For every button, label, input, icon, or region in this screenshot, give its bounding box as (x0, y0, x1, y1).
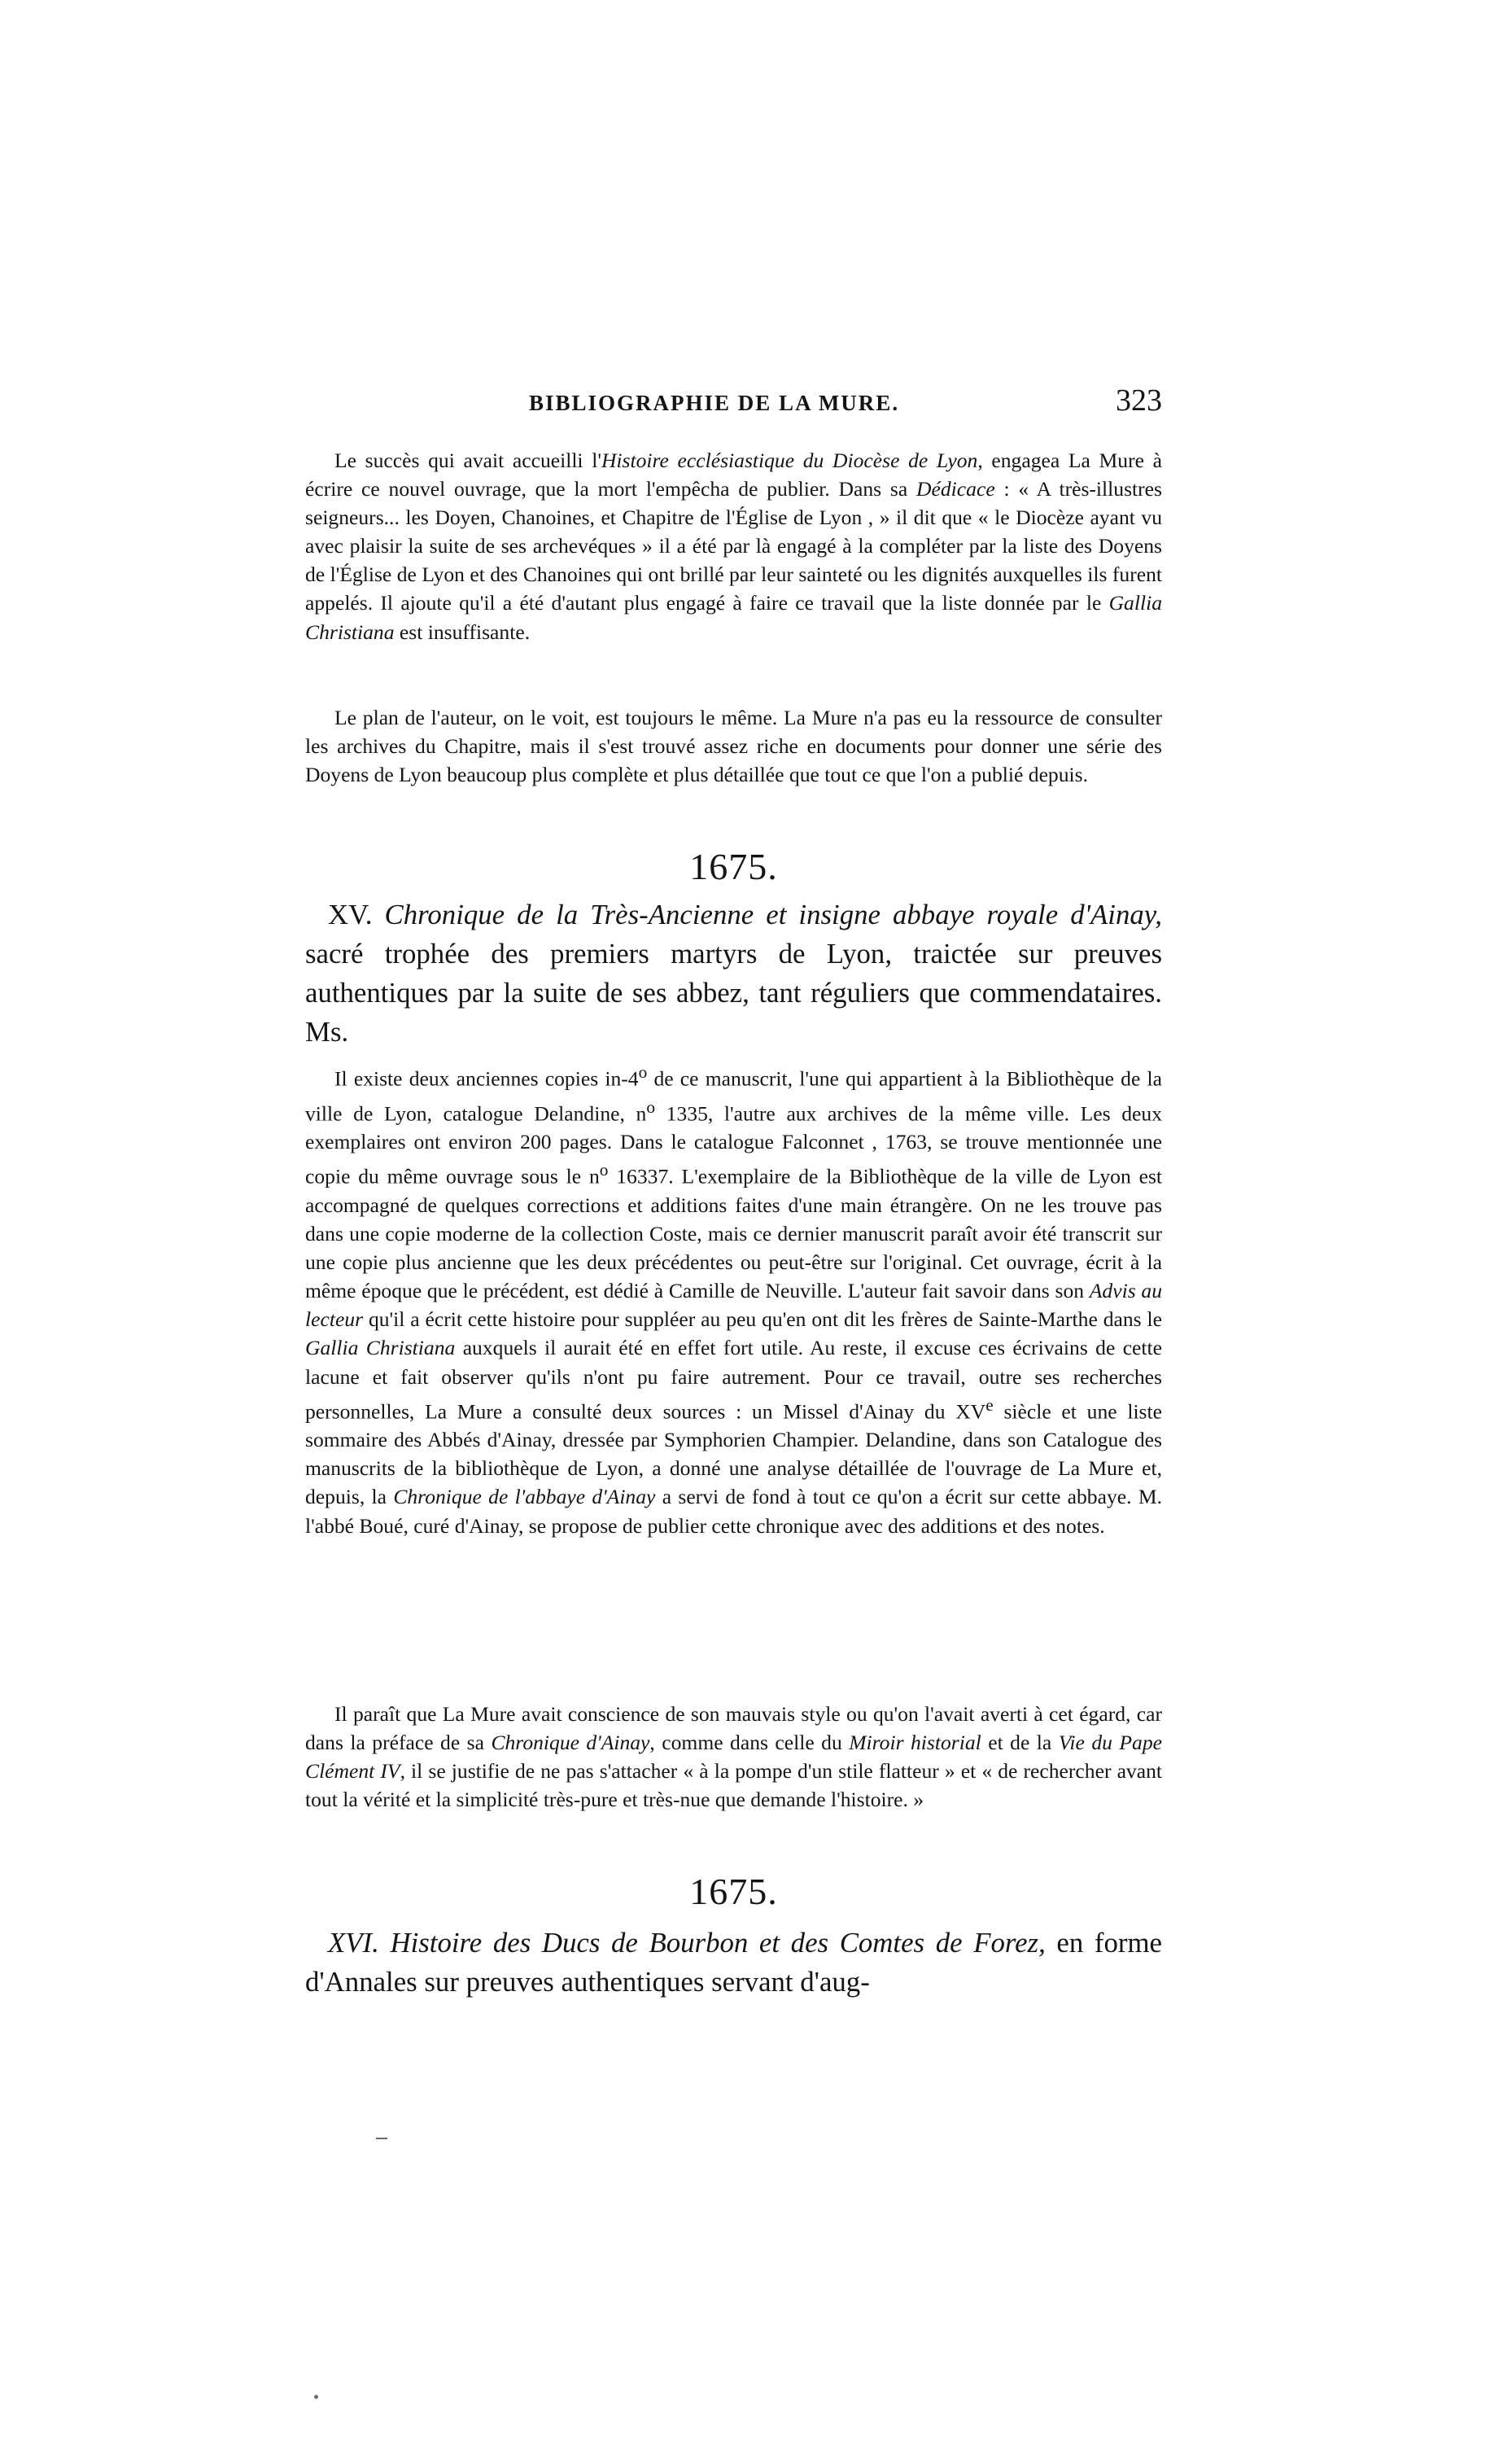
text-run: : « A très-illustres seigneurs... les Doyen, Chanoines, et Chapitre de l'Église de Lyon , » il dit que « le Diocèze ayant vu avec plaisir la suite de ses archevéques » il a été par là engagé à la compléter par la liste des Doyens de l'Église de Lyon et des Chanoines qui ont brillé par leur sainteté ou les dignités auxquelles ils furent appelés. Il ajoute qu'il a été d'autant plus engagé à faire ce travail que la liste donnée par le (305, 477, 1162, 615)
text-run: est insuffisante. (394, 619, 531, 644)
year-heading-2: 1675. (689, 1871, 778, 1912)
entry-xv (305, 895, 1162, 1052)
running-head (305, 383, 1162, 423)
entry-title-italic: Chronique de la Très-Ancienne et insigne abbaye royale d'Ainay, (384, 899, 1162, 930)
paragraph-copies (305, 1058, 1162, 1540)
text-run: a servi de fond à tout ce qu'on a écrit sur cette abbaye. M. l'abbé Boué, curé d'Ainay, se propose de publier cette chronique avec des additions et des notes. (305, 1485, 1162, 1538)
text-run: Le succès qui avait accueilli l' (334, 449, 601, 472)
year-heading-1: 1675. (689, 846, 778, 887)
text-run: siècle et une liste sommaire des Abbés d'Ainay, dressée par Symphorien Champier. Delandine, dans son Catalogue des manuscrits de la bibliothèque de Lyon, a donné une analyse détaillée de l'ouvrage de La Mure et, depuis, la (305, 1399, 1162, 1509)
scan-speck (376, 2138, 387, 2139)
italic-title: Gallia Christiana (305, 591, 1162, 644)
italic-title: Chronique d'Ainay (491, 1731, 650, 1755)
text-run: Il paraît que La Mure avait conscience de son mauvais style ou qu'on l'avait averti à cet égard, car dans la préface de sa (305, 1702, 1162, 1755)
italic-title: Chronique de l'abbaye d'Ainay (393, 1485, 656, 1509)
superscript: o (646, 1096, 656, 1117)
entry-number: XV. (328, 899, 373, 930)
paragraph-text: Le plan de l'auteur, on le voit, est toujours le même. La Mure n'a pas eu la ressource de consulter les archives du Chapitre, mais il s'est trouvé assez riche en documents pour donner une série des Doyens de Lyon beaucoup plus complète et plus détaillée que tout ce que l'on a publié depuis. (305, 706, 1162, 787)
italic-title: Histoire ecclésiastique du Diocèse de Lyon (601, 449, 978, 472)
text-run: de ce manuscrit, l'une qui appartient à la Bibliothèque de la ville de Lyon, catalogue Delandine, n (305, 1066, 1162, 1126)
text-run: , engagea La Mure à écrire ce nouvel ouvrage, que la mort l'empêcha de publier. Dans sa (305, 449, 1162, 501)
text-run: et de la (981, 1731, 1059, 1755)
running-title: BIBLIOGRAPHIE DE LA MURE. (529, 391, 900, 415)
paragraph-plan (305, 703, 1162, 789)
text-run: , il se justifie de ne pas s'attacher « à la pompe d'un stile flatteur » et « de rechercher avant tout la vérité et la simplicité très-pure et très-nue que demande l'histoire. » (305, 1759, 1162, 1812)
paragraph-style (305, 1700, 1162, 1814)
paragraph-dedicace (305, 446, 1162, 646)
scan-speck (314, 2395, 318, 2399)
italic-title: Gallia Christiana (305, 1336, 456, 1360)
text-run: qu'il a écrit cette histoire pour suppléer au peu qu'en ont dit les frères de Sainte-Marthe dans le (363, 1307, 1162, 1332)
entry-title-italic: Histoire des Ducs de Bourbon et des Comtes de Forez, (390, 1927, 1046, 1959)
entry-title: sacré trophée des premiers martyrs de Lyon, traictée sur preuves authentiques par la suite de ses abbez, tant réguliers que commendataires. Ms. (305, 938, 1162, 1048)
italic-title: Miroir historial (849, 1731, 981, 1755)
text-run: auxquels il aurait été en effet fort utile. Au reste, il excuse ces écrivains de cette lacune et fait observer qu'ils n'ont pu faire autrement. Pour ce travail, outre ses recherches personnelles, La Mure a consulté deux sources : un Missel d'Ainay du XV (305, 1336, 1162, 1424)
text-run: 1335, l'autre aux archives de la même ville. Les deux exemplaires ont environ 200 pages. Dans le catalogue Falconnet , 1763, se trouve mentionnée une copie du même ouvrage sous le n (305, 1101, 1162, 1188)
text-run: Il existe deux anciennes copies in-4 (334, 1066, 639, 1091)
superscript: o (599, 1160, 609, 1180)
italic-title: Vie du Pape Clément IV (305, 1731, 1163, 1784)
entry-number: XVI. (328, 1927, 379, 1959)
italic-term: Dédicace (916, 477, 995, 501)
text-run: , comme dans celle du (649, 1731, 850, 1755)
entry-title: en forme d'Annales sur preuves authentiques servant d'aug- (305, 1927, 1162, 1998)
page-number: 323 (1116, 383, 1162, 418)
superscript: e (985, 1394, 994, 1415)
superscript: o (638, 1062, 648, 1082)
text-run: 16337. L'exemplaire de la Bibliothèque de la ville de Lyon est accompagné de quelques corrections et additions faites d'une main étrangère. On ne les trouve pas dans une copie moderne de la collection Coste, mais ce dernier manuscrit paraît avoir été transcrit sur une copie plus ancienne que les deux précédentes ou peut-être sur l'original. Cet ouvrage, écrit à la même époque que le précédent, est dédié à Camille de Neuville. L'auteur fait savoir dans son (305, 1164, 1163, 1303)
italic-term: Advis au lecteur (305, 1279, 1162, 1332)
entry-xvi (305, 1924, 1162, 2002)
